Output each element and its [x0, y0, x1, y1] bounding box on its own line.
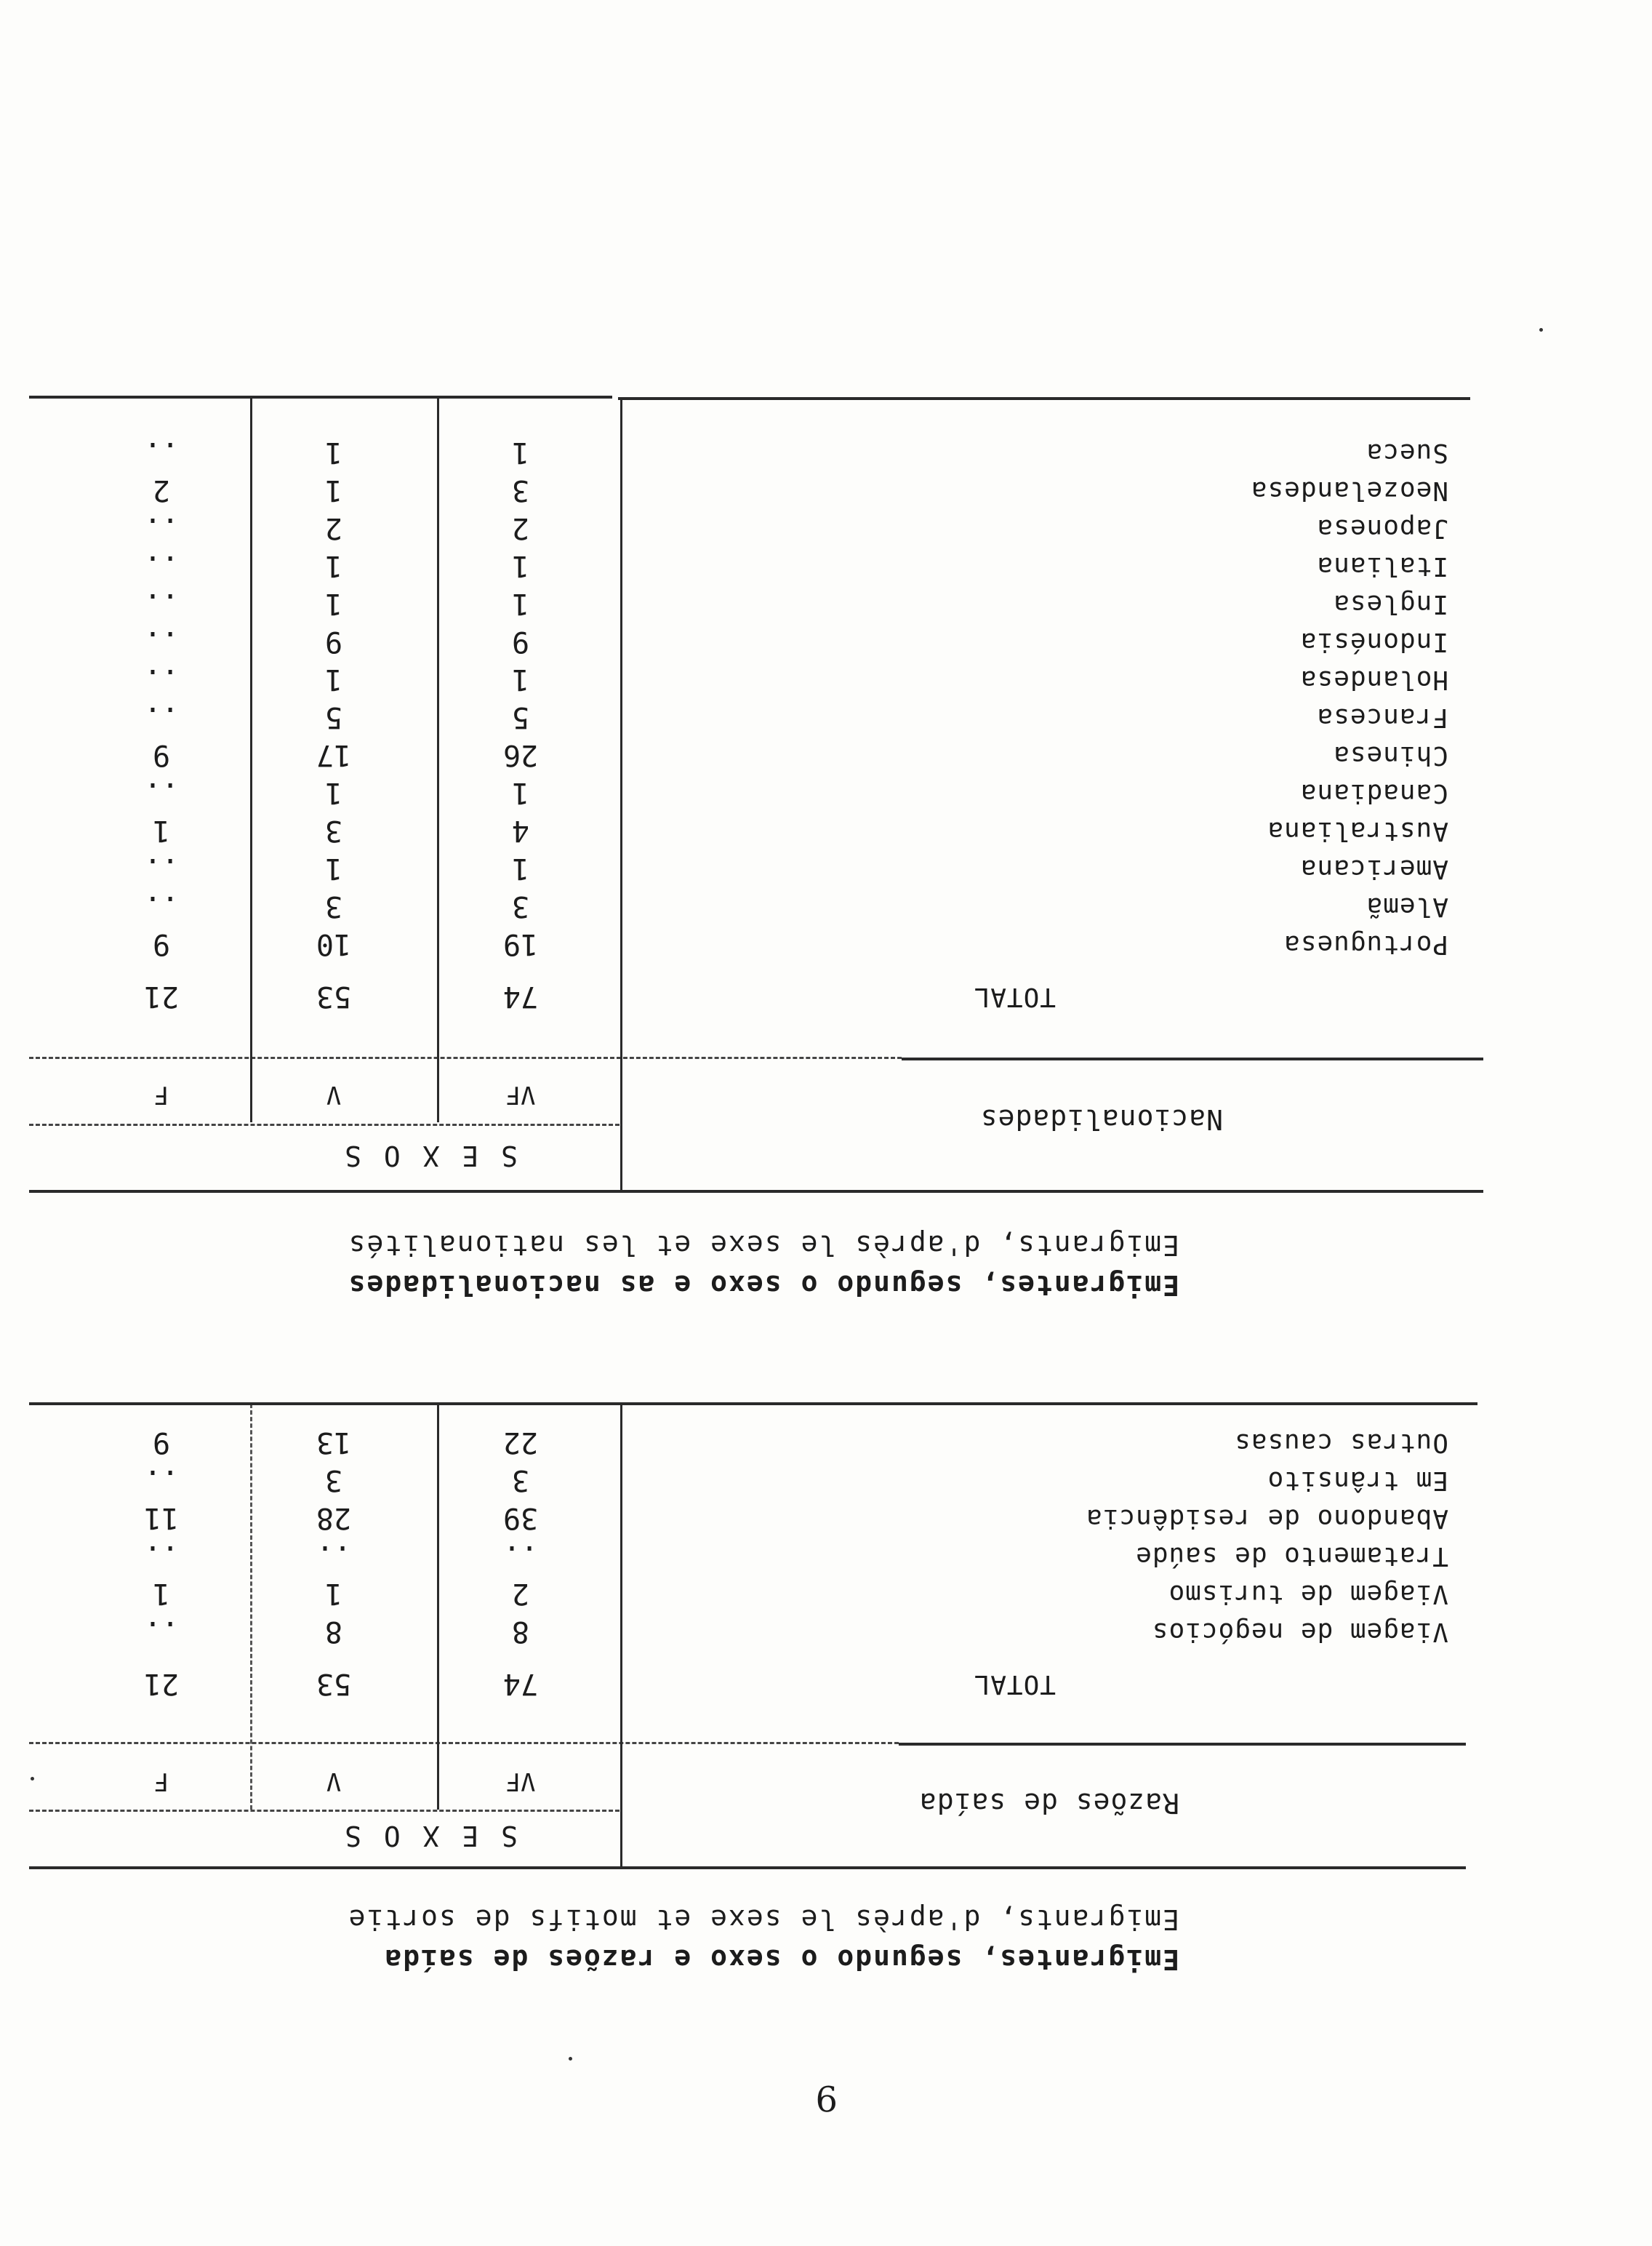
- table2-cell-f: 9: [152, 927, 171, 961]
- table2-cell-vf: 1: [511, 549, 530, 583]
- table1-col-divider-1: [437, 1404, 439, 1810]
- table1-stub-divider: [620, 1404, 622, 1869]
- table1-title-fr: Emigrants, d'après le sexe et motifs de sortie: [347, 1903, 1179, 1935]
- table1-header-rule-right: [29, 1742, 899, 1744]
- table2-row-label: Alemã: [1366, 892, 1448, 922]
- table2-cell-v: 1: [324, 587, 343, 620]
- table1-cell-v: 1: [324, 1577, 343, 1610]
- table2-col-f: F: [153, 1080, 169, 1109]
- table1-title-pt: Emigrantes, segundo o sexo e razões de saída: [383, 1943, 1179, 1975]
- table1-cell-vf: ..: [502, 1539, 539, 1572]
- table2-cell-v: 1: [324, 852, 343, 885]
- table2-cell-v: 1: [324, 549, 343, 583]
- table1-cell-vf: 39: [502, 1501, 539, 1535]
- table1-col-vf: VF: [505, 1767, 536, 1796]
- table2-cell-f: ..: [143, 436, 180, 469]
- table1-cell-v: ..: [316, 1539, 352, 1572]
- table2-cell-f: ..: [143, 700, 180, 734]
- table2-row-label: Francesa: [1316, 703, 1448, 732]
- table2-stub-divider: [620, 399, 622, 1193]
- table1-row-label: Em trânsito: [1267, 1466, 1448, 1495]
- table2-title-pt: Emigrantes, segundo o sexo e as nacionalidades: [347, 1269, 1179, 1301]
- table2-cell-v: 3: [324, 890, 343, 923]
- table2-cell-vf: 19: [502, 927, 539, 961]
- table2-cell-v: 10: [316, 927, 352, 961]
- table2-header-rule: [902, 1058, 1483, 1060]
- table1-cell-v: 3: [324, 1463, 343, 1497]
- table2-row-label: Sueca: [1366, 438, 1448, 468]
- table1-cell-f: ..: [143, 1615, 180, 1648]
- table2-cell-v: 2: [324, 511, 343, 545]
- table2-row-label: Australiana: [1267, 816, 1448, 846]
- table1-cell-v: 53: [316, 1667, 352, 1701]
- table1-cell-f: ..: [143, 1539, 180, 1572]
- table1-sexes-header: S E X O S: [342, 1820, 518, 1852]
- table1-cell-vf: 2: [511, 1577, 530, 1610]
- table2-cell-v: 1: [324, 473, 343, 507]
- table2-cell-f: ..: [143, 625, 180, 658]
- table1-top-rule: [29, 1866, 1466, 1869]
- table2-cell-vf: 1: [511, 776, 530, 810]
- table2-cell-vf: 9: [511, 625, 530, 658]
- table2-bottom-rule: [618, 397, 1470, 400]
- table2-total-label: TOTAL: [973, 982, 1056, 1012]
- table2-cell-v: 9: [324, 625, 343, 658]
- table2-row-label: Portuguesa: [1283, 930, 1448, 959]
- table2-cell-f: 1: [152, 814, 171, 847]
- table1-cell-f: 1: [152, 1577, 171, 1610]
- table2-col-divider-1: [437, 399, 439, 1122]
- table1-cell-v: 28: [316, 1501, 352, 1535]
- table2-cell-v: 3: [324, 814, 343, 847]
- table2-row-label: Italiana: [1316, 551, 1448, 581]
- table2-bottom-rule-right: [29, 396, 612, 399]
- table2-cell-vf: 1: [511, 663, 530, 696]
- table1-cell-vf: 22: [502, 1426, 539, 1459]
- table2-row-label: Canadiana: [1299, 778, 1448, 808]
- table2-sexes-header: S E X O S: [342, 1140, 518, 1172]
- table2-row-label: Americana: [1299, 854, 1448, 884]
- table2-cell-v: 1: [324, 776, 343, 810]
- table2-row-label: Holandesa: [1299, 665, 1448, 695]
- table1-cell-f: 21: [143, 1667, 180, 1701]
- table1-header-rule: [899, 1743, 1466, 1746]
- scan-speck: [569, 2057, 572, 2061]
- table1-row-label: Viagem de turismo: [1168, 1579, 1448, 1609]
- table2-row-label: Japonesa: [1316, 513, 1448, 543]
- table1-row-label: Outras causas: [1234, 1428, 1448, 1458]
- table2-cell-vf: 4: [511, 814, 530, 847]
- table1-row-header: Razões de saída: [918, 1787, 1179, 1819]
- table2-sexes-rule: [29, 1124, 620, 1126]
- table2-title-fr: Emigrants, d'après le sexe et les nationalités: [347, 1229, 1179, 1261]
- table1-total-label: TOTAL: [973, 1669, 1056, 1699]
- table1-cell-f: 11: [143, 1501, 180, 1535]
- table2-cell-v: 1: [324, 436, 343, 469]
- table2-row-label: Inglesa: [1333, 589, 1448, 619]
- table2-cell-vf: 5: [511, 700, 530, 734]
- table1-row-label: Viagem de negócios: [1151, 1617, 1448, 1647]
- table2-cell-vf: 74: [502, 980, 539, 1013]
- table2-cell-vf: 2: [511, 511, 530, 545]
- table2-top-rule: [29, 1190, 1483, 1193]
- table1-cell-vf: 74: [502, 1667, 539, 1701]
- table2-cell-v: 5: [324, 700, 343, 734]
- table2-cell-vf: 26: [502, 738, 539, 772]
- table1-row-label: Tratamento de saúde: [1135, 1541, 1448, 1571]
- table1-col-f: F: [153, 1767, 169, 1796]
- table2-cell-f: ..: [143, 776, 180, 810]
- table2-cell-f: ..: [143, 852, 180, 885]
- table2-cell-v: 53: [316, 980, 352, 1013]
- table2-cell-v: 1: [324, 663, 343, 696]
- table1-cell-f: ..: [143, 1463, 180, 1497]
- table2-cell-f: 2: [152, 473, 171, 507]
- table2-row-label: Indonésia: [1299, 627, 1448, 657]
- table2-row-label: Chinesa: [1333, 740, 1448, 770]
- table2-cell-v: 17: [316, 738, 352, 772]
- table1-col-v: V: [326, 1767, 342, 1796]
- table2-header-rule-right: [29, 1057, 902, 1059]
- table1-cell-f: 9: [152, 1426, 171, 1459]
- table1-row-label: Abandono de residência: [1086, 1503, 1448, 1533]
- table2-cell-vf: 1: [511, 436, 530, 469]
- table1-bottom-rule: [29, 1402, 1477, 1405]
- table2-cell-f: ..: [143, 549, 180, 583]
- scan-speck: [1539, 328, 1543, 332]
- table2-cell-vf: 3: [511, 890, 530, 923]
- page-number: 9: [815, 2077, 838, 2118]
- table2-col-vf: VF: [505, 1080, 536, 1109]
- table2-cell-f: ..: [143, 511, 180, 545]
- table2-row-label: Neozelandesa: [1250, 476, 1448, 505]
- table1-sexes-rule: [29, 1810, 620, 1812]
- table1-col-divider-2: [250, 1404, 252, 1810]
- scan-speck: [31, 1777, 34, 1781]
- table1-cell-vf: 8: [511, 1615, 530, 1648]
- table1-cell-v: 8: [324, 1615, 343, 1648]
- table2-cell-vf: 1: [511, 587, 530, 620]
- table2-cell-f: 9: [152, 738, 171, 772]
- table1-cell-v: 13: [316, 1426, 352, 1459]
- table2-col-v: V: [326, 1080, 342, 1109]
- table2-cell-f: ..: [143, 587, 180, 620]
- table2-col-divider-2: [250, 399, 252, 1122]
- table2-row-header: Nacionalidades: [979, 1103, 1223, 1135]
- table1-cell-vf: 3: [511, 1463, 530, 1497]
- table2-cell-f: ..: [143, 663, 180, 696]
- table2-cell-f: ..: [143, 890, 180, 923]
- table2-cell-vf: 1: [511, 852, 530, 885]
- table2-cell-f: 21: [143, 980, 180, 1013]
- table2-cell-vf: 3: [511, 473, 530, 507]
